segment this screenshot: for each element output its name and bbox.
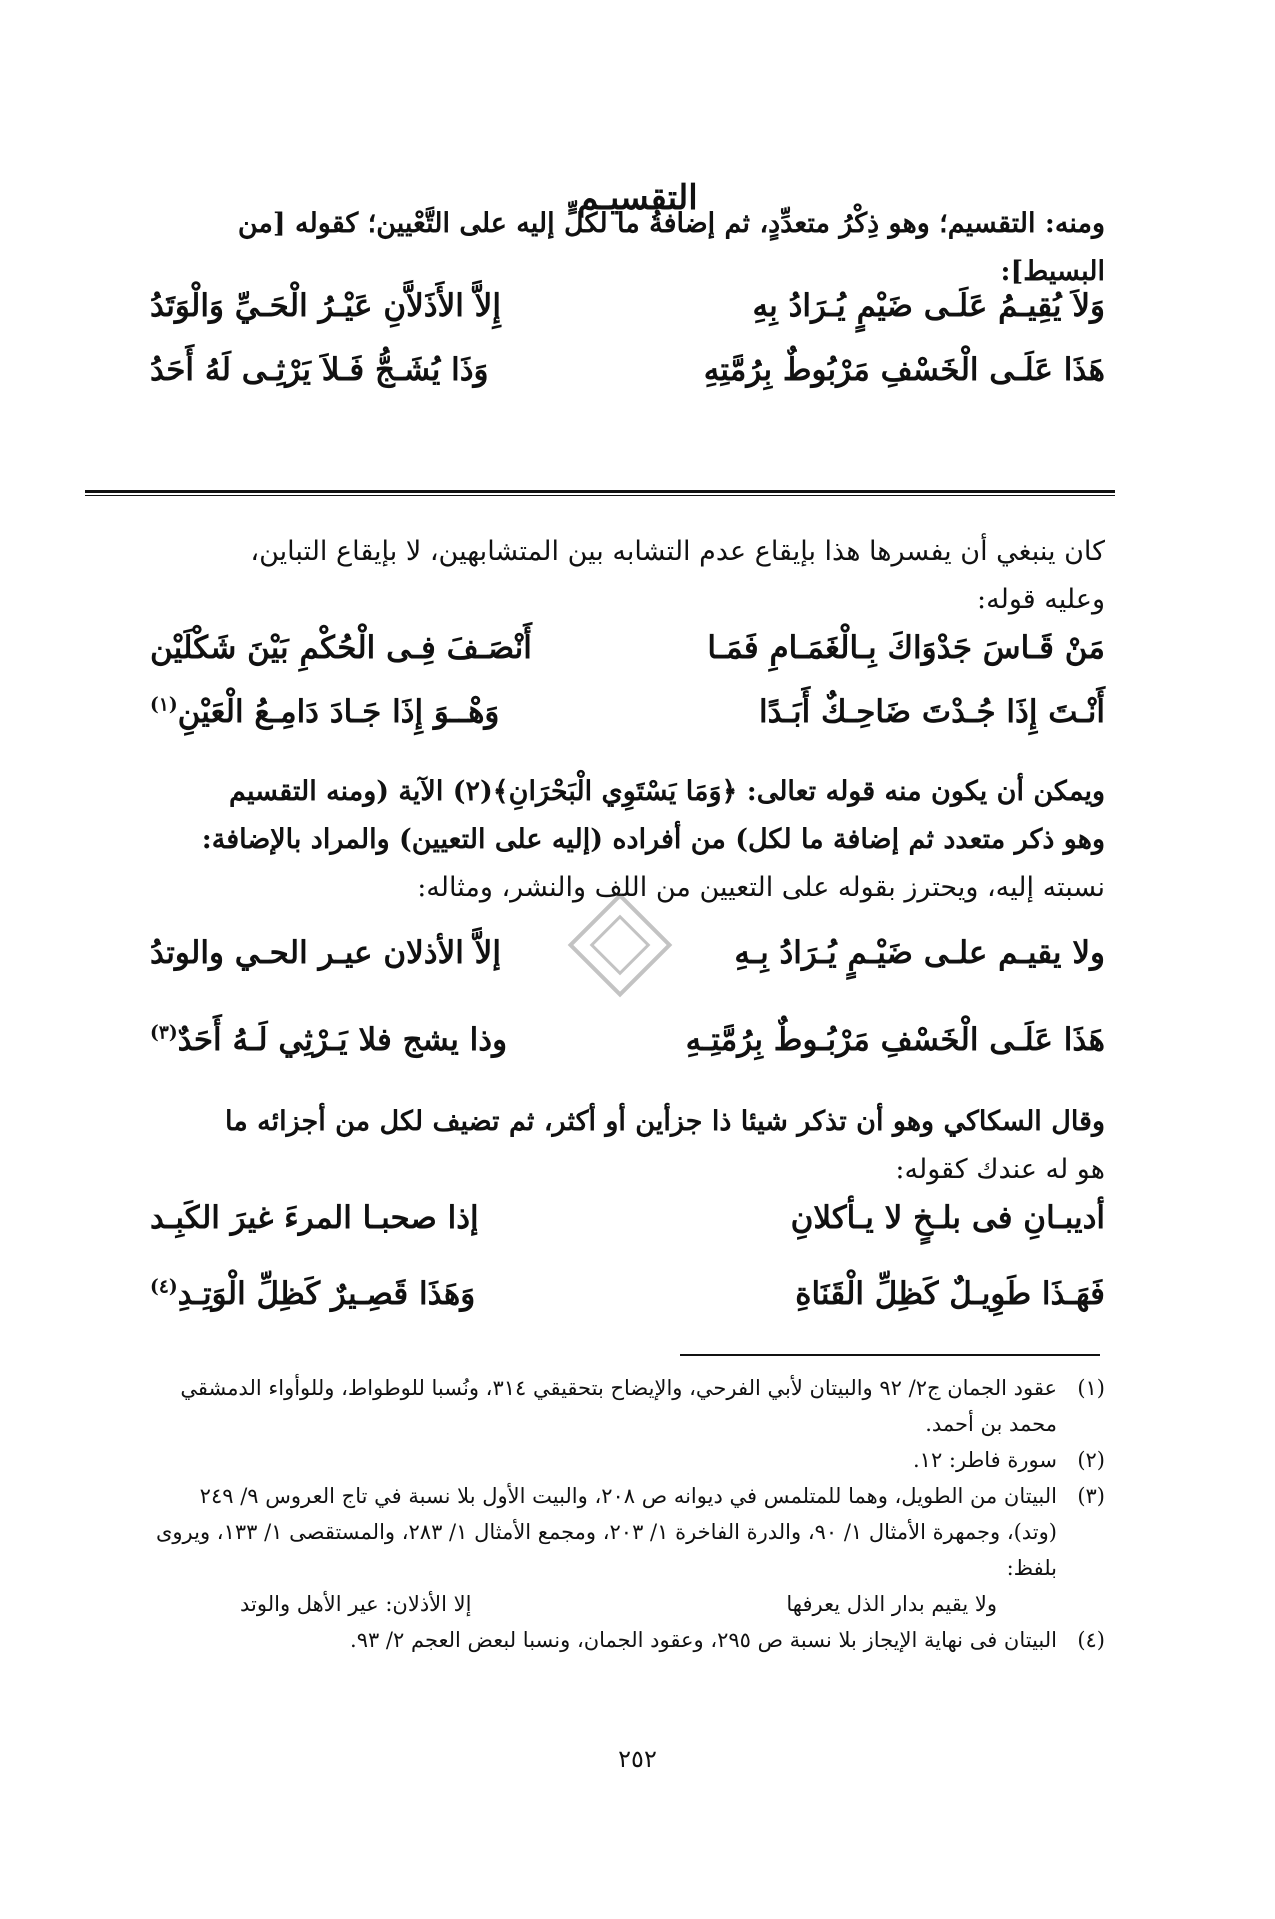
verse-text: وذا يشج فلا يَـرْثِي لَـهُ أَحَدٌ [177, 1022, 508, 1058]
sakkaki-paragraph [150, 1098, 1105, 1194]
verse-top-2 [150, 352, 1105, 410]
verse-hemistich-left [150, 694, 499, 730]
verse-hemistich-left: أَنْصَـفَ فِـى الْحُكْمِ بَيْنَ شَكْلَيْن [150, 630, 532, 666]
section-title: التقسيـم [577, 178, 698, 218]
footnote-2 [150, 1442, 1105, 1478]
verse-mid-1 [150, 630, 1105, 688]
footnote-text: البيتان فى نهاية الإيجاز بلا نسبة ص ٢٩٥، وعقود الجمان، ونسبا لبعض العجم ٢/ ٩٣. [350, 1628, 1057, 1652]
section-divider [85, 490, 1115, 496]
intro-line-1: ومنه: التقسيم؛ وهو ذِكْرُ متعدِّدٍ، ثم إضافةُ ما لكلٍّ إليه على التَّعْيين؛ كقوله [من [237, 208, 1105, 239]
verse-mid-2 [150, 694, 1105, 752]
commentary-line-1: كان ينبغي أن يفسرها هذا بإيقاع عدم التشابه بين المتشابهين، لا بإيقاع التباين، [250, 536, 1105, 567]
verse-hemistich-left: إذا صحبـا المرءَ غيرَ الكَبِـد [150, 1200, 479, 1236]
intro-line-2: البسيط]: [1000, 256, 1105, 287]
verse-hemistich-left: إِلاَّ الأَذَلاَّنِ عَيْـرُ الْحَـيِّ وَالْوَتَدُ [150, 288, 501, 324]
verse-bottom-1 [150, 1200, 1105, 1258]
footnote-ref: (٣) [150, 1022, 178, 1044]
para2-line-1: ويمكن أن يكون منه قوله تعالى: ﴿وَمَا يَسْتَوِي الْبَحْرَانِ﴾(٢) الآية (ومنه التقسيم [229, 776, 1105, 807]
footnote-ref: (١) [150, 694, 178, 716]
verse-hemistich-left [150, 1022, 507, 1058]
footnote-verse-left: إلا الأذلان: عير الأهل والوتد [240, 1592, 472, 1616]
verse-hemistich-right: ولا يقيـم علـى ضَيْـمٍ يُـرَادُ بِـهِ [734, 935, 1105, 971]
verse-text: وَهَذَا قَصِـيرٌ كَظِلِّ الْوَتِـدِ [177, 1276, 476, 1312]
verse-bottom-2 [150, 1276, 1105, 1334]
library-stamp-watermark [560, 890, 680, 1000]
verse-hemistich-right: هَذَا عَلَـى الْخَسْفِ مَرْبُـوطٌ بِرُمَّتِـهِ [685, 1022, 1105, 1058]
verse-hemistich-right: وَلاَ يُقِيـمُ عَلَـى ضَيْمٍ يُـرَادُ بِهِ [752, 288, 1105, 324]
sakkaki-line-2: هو له عندك كقوله: [895, 1154, 1105, 1185]
footnote-number: (٢) [1077, 1448, 1105, 1472]
verse-top-1 [150, 288, 1105, 346]
footnotes [150, 1370, 1105, 1658]
verse-hemistich-right: أَنْـتَ إِذَا جُـدْتَ ضَاحِـكٌ أَبَـدًا [758, 694, 1105, 730]
page-number: ٢٥٢ [618, 1745, 657, 1773]
verse-text: وَهْــوَ إِذَا جَـادَ دَامِـعُ الْعَيْنِ [177, 694, 500, 730]
footnote-separator [680, 1354, 1100, 1356]
verse-example-2 [150, 1022, 1105, 1080]
footnote-ref: (٤) [150, 1276, 178, 1298]
verse-hemistich-left [150, 1276, 475, 1312]
verse-hemistich-right: مَنْ قَـاسَ جَدْوَاكَ بِـالْغَمَـامِ فَمَـا [707, 630, 1105, 666]
verse-hemistich-right: فَهَـذَا طَوِيـلٌ كَظِلِّ الْقَنَاةِ [795, 1276, 1105, 1312]
footnote-number: (٣) [1077, 1484, 1105, 1508]
para2-line-3: نسبته إليه، ويحترز بقوله على التعيين من اللف والنشر، ومثاله: [417, 872, 1105, 903]
footnote-text: عقود الجمان ج٢/ ٩٢ والبيتان لأبي الفرحي، والإيضاح بتحقيقي ٣١٤، ونُسبا للوطواط، وللوأواء الدمشقي محمد بن أحمد. [180, 1376, 1057, 1436]
footnote-verse-right: ولا يقيم بدار الذل يعرفها [786, 1592, 997, 1616]
footnote-1 [150, 1370, 1105, 1442]
intro-paragraph [150, 200, 1105, 296]
footnote-number: (٤) [1077, 1628, 1105, 1652]
verse-hemistich-left: وَذَا يُشَـجُّ فَـلاَ يَرْثِـى لَهُ أَحَدُ [150, 352, 489, 388]
sakkaki-line-1: وقال السكاكي وهو أن تذكر شيئا ذا جزأين أو أكثر، ثم تضيف لكل من أجزائه ما [225, 1106, 1105, 1137]
footnote-3 [150, 1478, 1105, 1586]
commentary-line-2: وعليه قوله: [977, 584, 1105, 615]
verse-hemistich-left: إلاَّ الأذلان عيـر الحـي والوتدُ [150, 935, 501, 971]
verse-hemistich-right: هَذَا عَلَـى الْخَسْفِ مَرْبُوطٌ بِرُمَّتِهِ [703, 352, 1105, 388]
commentary-paragraph [150, 528, 1105, 624]
verse-hemistich-right: أديبـانِ فى بلـخٍ لا يـأكلانِ [790, 1200, 1105, 1236]
footnote-4 [150, 1622, 1105, 1658]
footnote-verse [150, 1586, 1057, 1622]
footnote-number: (١) [1077, 1376, 1105, 1400]
footnote-text: البيتان من الطويل، وهما للمتلمس في ديوانه ص ٢٠٨، والبيت الأول بلا نسبة في تاج العروس ٩/ ٢٤٩ (وتد)، وجمهرة الأمثال ١/ ٩٠، والدرة الفاخرة ١/ ٢٠٣، ومجمع الأمثال ١/ ٢٨٣، والمستقصى ١/ ١٣٣، ويروى بلفظ: [155, 1484, 1057, 1580]
para2-line-2: وهو ذكر متعدد ثم إضافة ما لكل) من أفراده (إليه على التعيين) والمراد بالإضافة: [201, 824, 1105, 855]
footnote-text: سورة فاطر: ١٢. [912, 1448, 1057, 1472]
